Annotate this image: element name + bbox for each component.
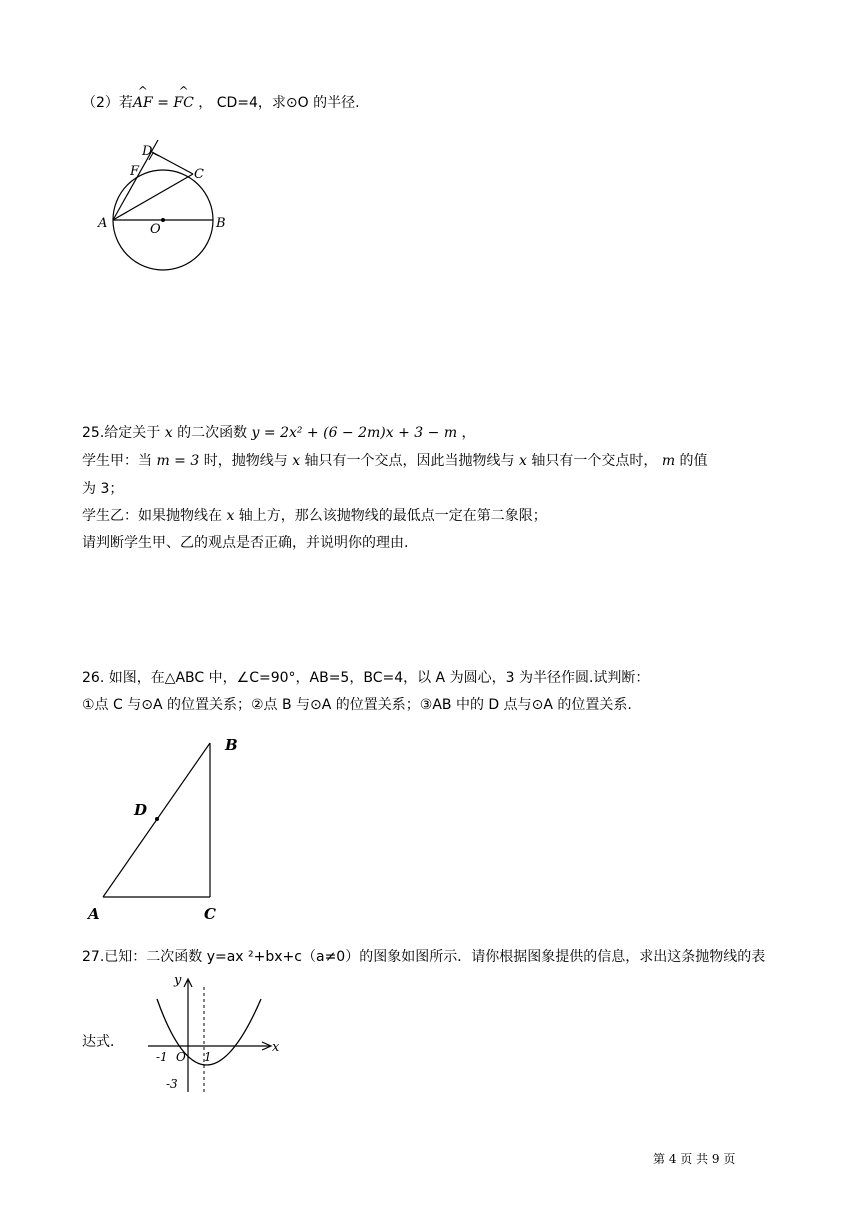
q24-suffix: ， CD=4，求⊙O 的半径. bbox=[193, 95, 360, 111]
var-x: x bbox=[164, 425, 173, 441]
q25-text: 轴上方，那么该抛物线的最低点一定在第二象限； bbox=[234, 508, 547, 524]
q25-line1 bbox=[82, 422, 476, 444]
circle-figure bbox=[92, 132, 242, 277]
q25-line5: 请判断学生甲、乙的观点是否正确，并说明你的理由. bbox=[82, 535, 409, 551]
label-a: A bbox=[98, 216, 108, 231]
label-b: B bbox=[216, 216, 226, 231]
label-neg3: -3 bbox=[166, 1077, 178, 1091]
arc-af: ^ AF bbox=[133, 92, 153, 114]
label-y: y bbox=[174, 973, 182, 988]
label-c: C bbox=[194, 167, 204, 182]
page-footer: 第 4 页 共 9 页 bbox=[653, 1152, 736, 1166]
q25-text: 轴只有一个交点，因此当抛物线与 bbox=[300, 453, 519, 469]
label-d: D bbox=[142, 144, 153, 159]
q25-text: 轴只有一个交点时， bbox=[526, 453, 662, 469]
label-c: C bbox=[204, 905, 216, 923]
q25-text: 学生乙：如果抛物线在 bbox=[82, 508, 227, 524]
q27-line1: 27.已知：二次函数 y=ax ²+bx+c（a≠0）的图象如图所示．请你根据图象提供的信息，求出这条抛物线的表 bbox=[82, 949, 766, 965]
label-o: O bbox=[176, 1050, 186, 1064]
var-x: x bbox=[292, 453, 301, 469]
label-o: O bbox=[150, 222, 161, 237]
q25-line4 bbox=[82, 505, 547, 527]
equals-sign: = bbox=[152, 95, 174, 111]
triangle-figure bbox=[82, 730, 252, 925]
var-x: x bbox=[226, 508, 235, 524]
q26-line1: 26. 如图，在△ABC 中，∠C=90°，AB=5，BC=4，以 A 为圆心，3 为半径作圆.试判断： bbox=[82, 670, 650, 686]
q24-prefix: （2）若 bbox=[82, 95, 133, 111]
var-x: x bbox=[519, 453, 527, 469]
q26-line2: ①点 C 与⊙A 的位置关系；②点 B 与⊙A 的位置关系；③AB 中的 D 点与⊙A 的位置关系. bbox=[82, 697, 632, 713]
q25-text: 学生甲：当 bbox=[82, 453, 157, 469]
q25-text: 25.给定关于 bbox=[82, 425, 165, 441]
q25-line2 bbox=[82, 450, 708, 472]
q27-line2: 达式． bbox=[82, 1034, 124, 1050]
q25-text: ， bbox=[457, 425, 476, 441]
label-x: x bbox=[272, 1040, 280, 1055]
q24-part2-line bbox=[82, 92, 360, 114]
label-neg1: -1 bbox=[156, 1050, 168, 1064]
label-one: 1 bbox=[204, 1050, 212, 1064]
label-f: F bbox=[130, 164, 140, 179]
label-b: B bbox=[225, 736, 238, 754]
quadratic-formula: y = 2x² + (6 − 2m)x + 3 − m bbox=[251, 425, 458, 441]
var-m: m bbox=[661, 453, 676, 469]
q25-text: 时，抛物线与 bbox=[199, 453, 293, 469]
q25-text: 的值 bbox=[675, 453, 708, 469]
q25-text: 的二次函数 bbox=[172, 425, 252, 441]
label-d: D bbox=[134, 801, 148, 819]
m-equals-3: m = 3 bbox=[156, 453, 200, 469]
q25-line3: 为 3； bbox=[82, 481, 124, 497]
arc-fc: ^ FC bbox=[173, 92, 193, 114]
label-a: A bbox=[88, 905, 100, 923]
parabola-figure bbox=[140, 965, 290, 1100]
